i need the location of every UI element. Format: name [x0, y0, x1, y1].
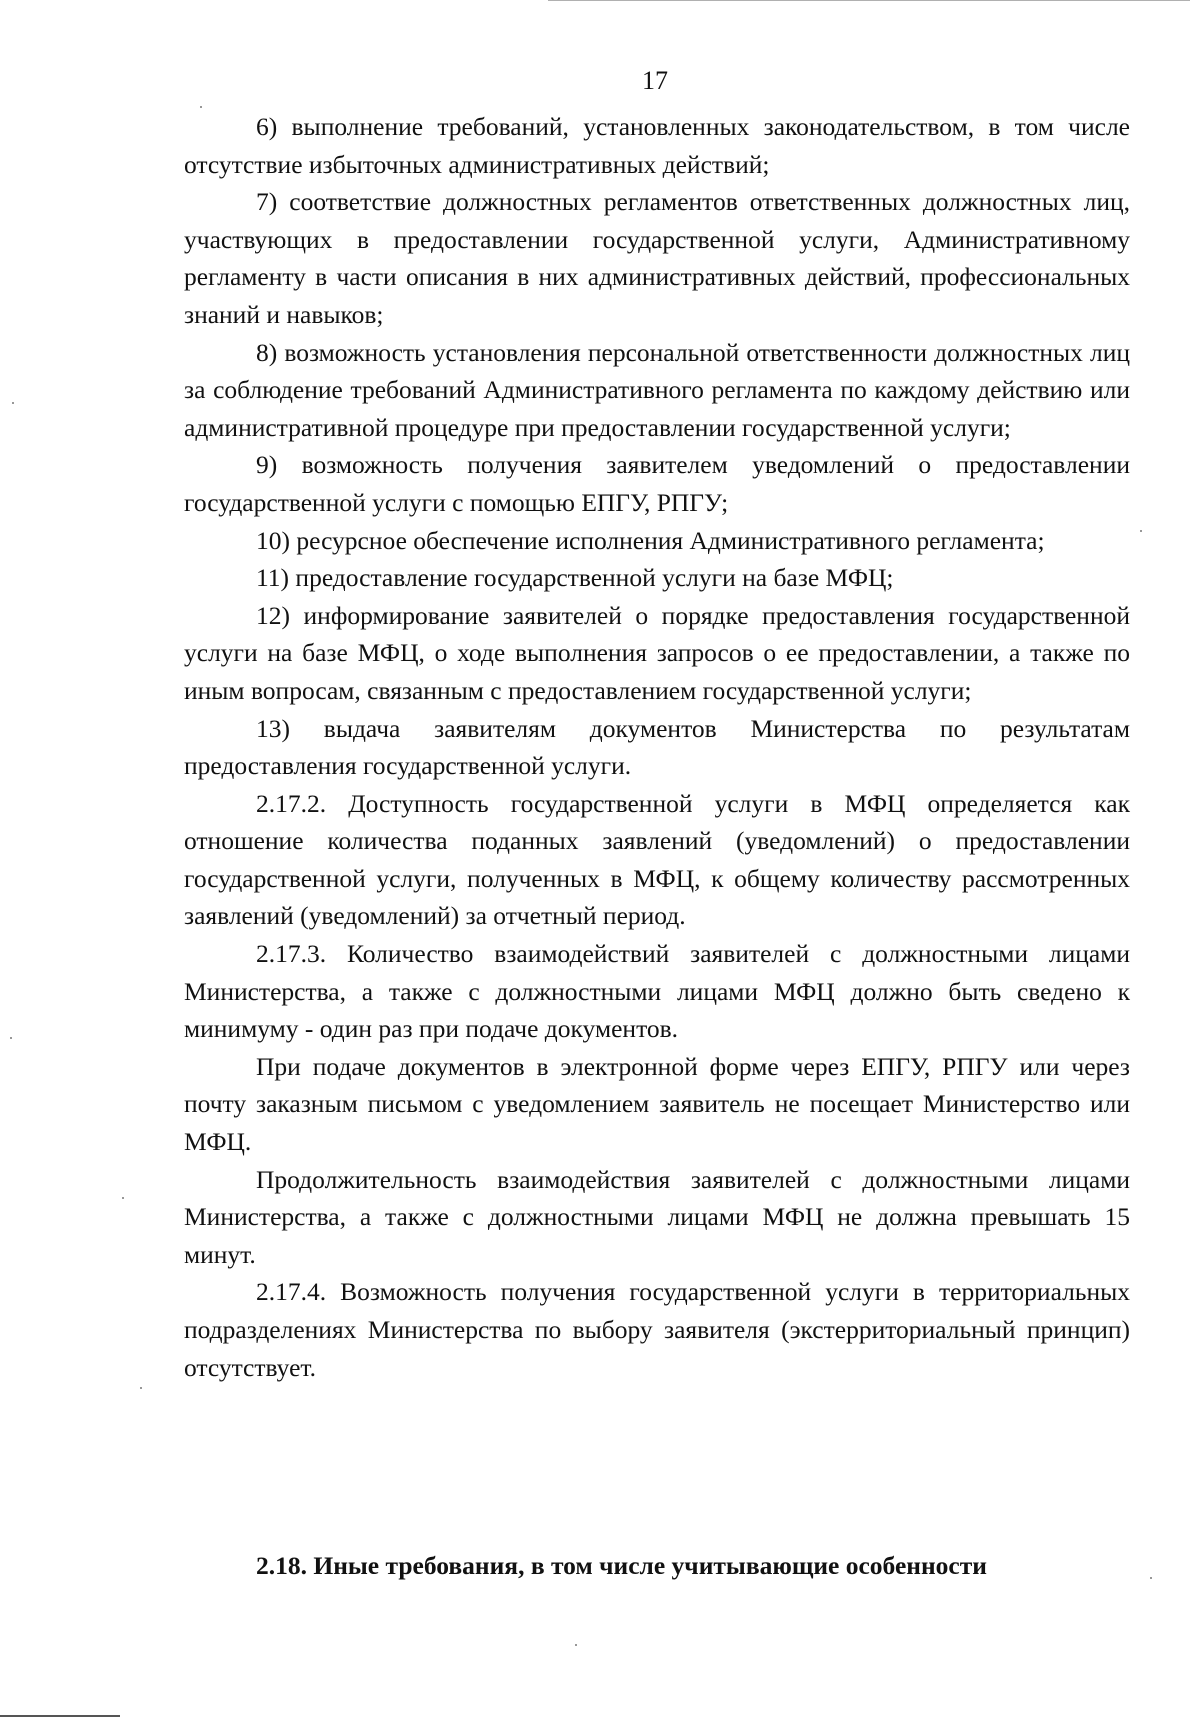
paragraph-item-11: 11) предоставление государственной услуги на базе МФЦ;: [256, 563, 894, 593]
paragraph-2-17-3: 2.17.3. Количество взаимодействий заявителей с должностными лицами Министерства, а также с должностными лицами МФЦ должно быть сведено к минимуму - один раз при подаче документов.: [184, 939, 1130, 1044]
paragraph-item-9: 9) возможность получения заявителем уведомлений о предоставлении государственной услуги с помощью ЕПГУ, РПГУ;: [184, 450, 1130, 517]
scan-edge-line-bottom: [0, 1715, 120, 1717]
scan-speck: [575, 1644, 577, 1646]
paragraph-item-8: 8) возможность установления персональной ответственности должностных лиц за соблюдение требований Административного регламента по каждому действию или административной процедуре при предоставлении государственной услуги;: [184, 337, 1130, 442]
paragraph-item-12: 12) информирование заявителей о порядке предоставления государственной услуги на базе МФЦ, о ходе выполнения запросов о ее предоставлении, а также по иным вопросам, связанным с предоставлением государственной услуги;: [184, 600, 1130, 705]
paragraph-2-17-2: 2.17.2. Доступность государственной услуги в МФЦ определяется как отношение количества поданных заявлений (уведомлений) о предоставлении государственной услуги, полученных в МФЦ, к общему количеству рассмотренных заявлений (уведомлений) за отчетный период.: [184, 788, 1130, 931]
paragraph-item-7: 7) соответствие должностных регламентов ответственных должностных лиц, участвующих в предоставлении государственной услуги, Административному регламенту в части описания в них административных действий, профессиональных знаний и навыков;: [184, 187, 1130, 329]
document-body: [184, 108, 1130, 1386]
scan-speck: [140, 1387, 142, 1389]
paragraph-item-6: 6) выполнение требований, установленных законодательством, в том числе отсутствие избыточных административных действий;: [184, 112, 1130, 179]
scan-speck: [1140, 530, 1142, 532]
scan-speck: [122, 1197, 124, 1199]
scan-speck: [12, 402, 14, 404]
paragraph-interaction-duration: Продолжительность взаимодействия заявителей с должностными лицами Министерства, а также с должностными лицами МФЦ не должна превышать 15 минут.: [184, 1164, 1130, 1269]
section-heading: 2.18. Иные требования, в том числе учитывающие особенности: [256, 1551, 987, 1580]
paragraph-2-17-4: 2.17.4. Возможность получения государственной услуги в территориальных подразделениях Министерства по выбору заявителя (экстерриториальный принцип) отсутствует.: [184, 1277, 1130, 1382]
scan-edge-line-top: [548, 0, 1190, 1]
scan-speck: [10, 1037, 12, 1039]
paragraph-electronic-submission: При подаче документов в электронной форме через ЕПГУ, РПГУ или через почту заказным письмом с уведомлением заявитель не посещает Министерство или МФЦ.: [184, 1051, 1130, 1157]
paragraph-item-10: 10) ресурсное обеспечение исполнения Административного регламента;: [256, 525, 1045, 555]
page-number: 17: [642, 66, 668, 95]
paragraph-item-13: 13) выдача заявителям документов Министерства по результатам предоставления государственной услуги.: [184, 713, 1130, 781]
scan-speck: [1150, 1577, 1152, 1579]
scan-speck: [200, 106, 202, 108]
